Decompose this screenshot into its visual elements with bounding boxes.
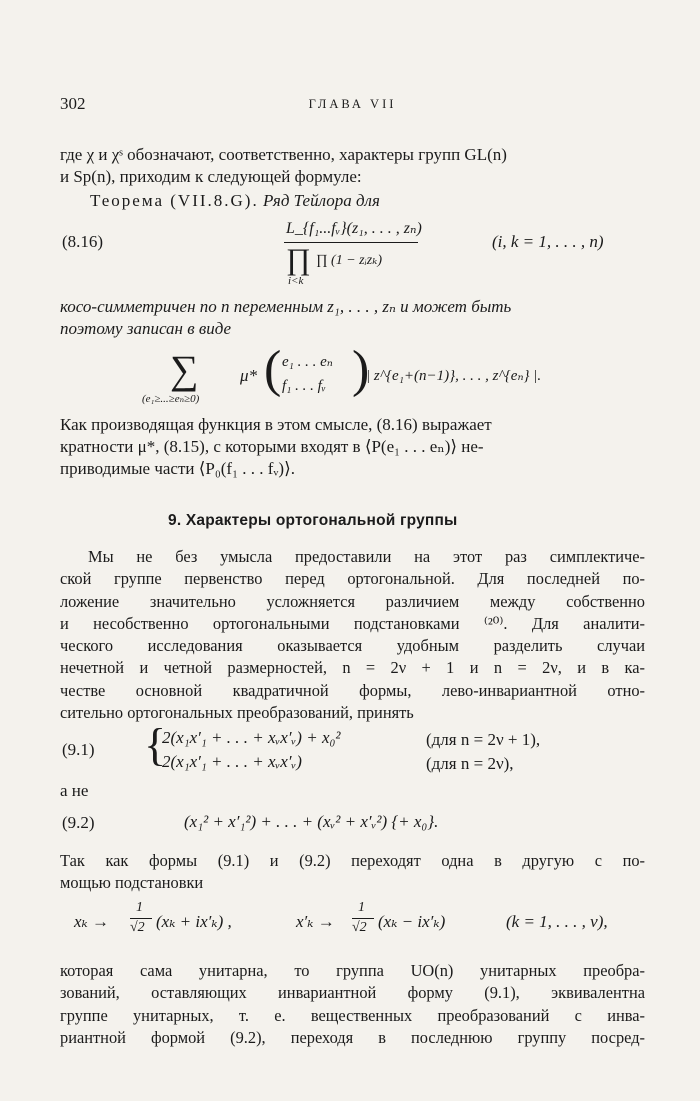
- eq-9-1-row-1-condition: (для n = 2ν + 1),: [426, 730, 541, 749]
- paragraph-3-line: группе унитарных, т. е. вещественных преобразований с инва-: [60, 1005, 645, 1025]
- mu-star: μ*: [240, 366, 258, 385]
- section-heading: 9. Характеры ортогональной группы: [168, 512, 458, 529]
- paragraph-1-line: и несобственно ортогональными подстановками ⁽²⁰⁾. Для аналити-: [60, 613, 645, 633]
- paragraph-2-line: Так как формы (9.1) и (9.2) переходят одна в другую с по-: [60, 851, 645, 870]
- theorem-cont-line-2: поэтому записан в виде: [60, 319, 232, 338]
- eq-8-16-numerator: L_{f₁...fᵥ}(z₁, . . . , zₙ): [286, 220, 422, 237]
- paragraph-3: [60, 960, 645, 1049]
- intro-line-1: где χ и χˢ обозначают, соответственно, характеры групп GL(n): [60, 145, 507, 164]
- eq-8-16-product-sub: i<k: [288, 275, 304, 287]
- subst-condition: (k = 1, . . . , ν),: [506, 912, 608, 931]
- paragraph-1-line: Мы не без умысла предоставили на этот раз симплектиче-: [88, 547, 645, 566]
- subst-left: xₖ →: [74, 912, 109, 931]
- paragraph-1-line: ской группе первенство перед ортогональной. Для последней по-: [60, 569, 645, 589]
- page-header: [60, 94, 645, 114]
- paragraph-1-line: сительно ортогональных преобразований, принять: [60, 703, 414, 723]
- eq-8-16-number: (8.16): [62, 232, 104, 251]
- paragraph-1: [60, 546, 645, 724]
- paragraph-3-line: зований, оставляющих инвариантной форму (9.1), эквивалентна: [60, 983, 645, 1003]
- subst-right-frac-den: √2: [352, 920, 367, 935]
- subst-right-frac-num: 1: [358, 900, 365, 915]
- paragraph-3-line: риантной формой (9.2), переходя в последнюю группу посред-: [60, 1027, 645, 1047]
- product-symbol: ∏: [286, 243, 311, 276]
- theorem-line: [90, 190, 380, 212]
- theorem-text: Ряд Тейлора для: [262, 191, 380, 210]
- a-ne: а не: [60, 781, 89, 800]
- sum-bottom-row: f₁ . . . fᵥ: [282, 378, 326, 394]
- remark-line-3: приводимые части ⟨P₀(f₁ . . . fᵥ)⟩.: [60, 459, 295, 478]
- subst-left-frac-den: √2: [130, 920, 145, 935]
- right-paren: ): [352, 341, 370, 398]
- intro-line-2: и Sp(n), приходим к следующей формуле:: [60, 167, 362, 186]
- left-paren: (: [264, 341, 282, 398]
- subst-right-frac-bar: [352, 918, 374, 919]
- running-title: ГЛАВА VII: [308, 97, 397, 111]
- eq-9-2-number: (9.2): [62, 813, 95, 832]
- paragraph-3-line: которая сама унитарна, то группа UO(n) унитарных преобра-: [60, 961, 645, 980]
- subst-right-tail: (xₖ − ix′ₖ): [378, 912, 446, 931]
- paragraph-2: [60, 850, 645, 895]
- sum-symbol: ∑: [170, 347, 199, 392]
- subst-left-frac-num: 1: [136, 900, 143, 915]
- book-page: [60, 0, 645, 1101]
- eq-9-1-number: (9.1): [62, 740, 95, 759]
- eq-9-1-brace: {: [144, 719, 167, 770]
- sum-tail: | z^{e₁+(n−1)}, . . . , z^{eₙ} |.: [366, 368, 542, 384]
- subst-right: x′ₖ →: [296, 912, 335, 931]
- sum-top-row: e₁ . . . eₙ: [282, 354, 333, 370]
- subst-left-frac-bar: [130, 918, 152, 919]
- eq-9-1-row-1: 2(x₁x′₁ + . . . + xᵥx′ᵥ) + x₀²: [162, 728, 341, 747]
- page-number: 302: [60, 94, 86, 113]
- eq-8-16-denominator: ∏ (1 − zᵢzₖ): [316, 253, 383, 268]
- paragraph-2-line: мощью подстановки: [60, 873, 204, 893]
- eq-9-1-row-2-condition: (для n = 2ν),: [426, 754, 514, 773]
- eq-9-2-formula: (x₁² + x′₁²) + . . . + (xᵥ² + x′ᵥ²) {+ x₀}.: [184, 812, 439, 831]
- eq-8-16-condition: (i, k = 1, . . . , n): [492, 232, 604, 251]
- subst-left-tail: (xₖ + ix′ₖ) ,: [156, 912, 232, 931]
- theorem-label: Теорема (VII.8.G).: [90, 191, 259, 210]
- theorem-cont-line-1: косо-симметричен по n переменным z₁, . . . , zₙ и может быть: [60, 297, 512, 316]
- sum-subscript: (e₁≥...≥eₙ≥0): [142, 393, 200, 405]
- paragraph-1-line: ческого исследования оказывается удобным разделить случаи: [60, 636, 645, 656]
- paragraph-1-line: честве основной квадратичной формы, лево-инвариантной отно-: [60, 680, 645, 700]
- paragraph-1-line: ложение значительно усложняется различием между собственно: [60, 591, 645, 611]
- remark-line-2: кратности μ*, (8.15), с которыми входят в ⟨P(e₁ . . . eₙ)⟩ не-: [60, 437, 484, 456]
- remark-line-1: Как производящая функция в этом смысле, (8.16) выражает: [60, 415, 492, 434]
- paragraph-1-line: нечетной и четной размерностей, n = 2ν + 1 и n = 2ν, и в ка-: [60, 658, 645, 678]
- eq-9-1-row-2: 2(x₁x′₁ + . . . + xᵥx′ᵥ): [162, 752, 302, 771]
